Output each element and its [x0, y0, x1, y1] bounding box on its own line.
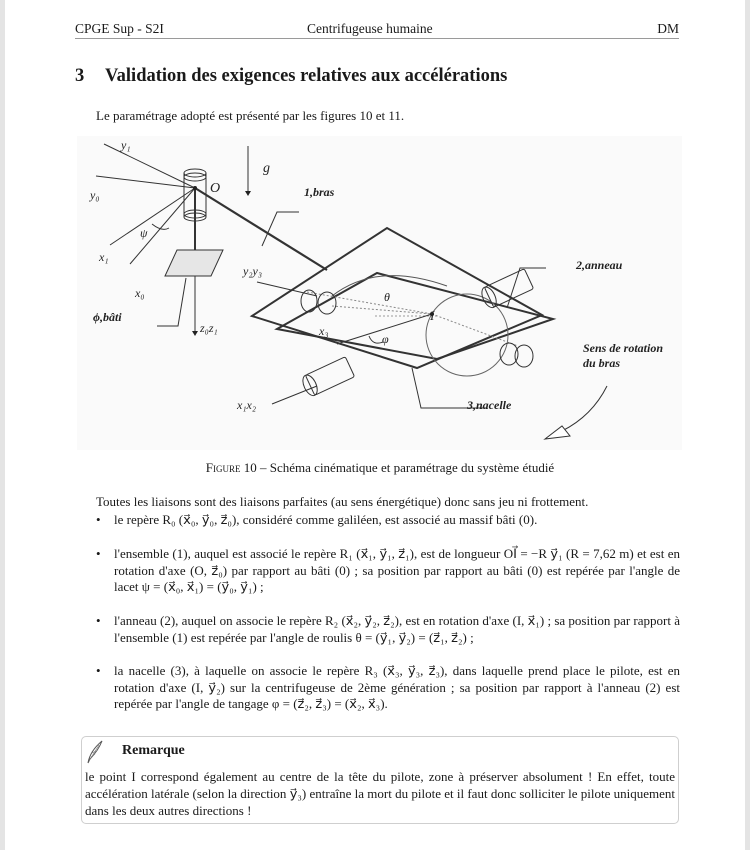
bullet-text-r0: le repère R₀ (x⃗₀, y⃗₀, z⃗₀), considéré comme galiléen, est associé au massif bâti (0).: [114, 512, 538, 527]
list-item: [96, 546, 680, 596]
header-type: DM: [657, 21, 679, 36]
figure-caption: [5, 460, 750, 476]
label-O: O: [210, 181, 221, 196]
diagram-drawing: [77, 136, 682, 450]
remark-text: le point I correspond également au centre de la tête du pilote, zone à préserver absolument ! En effet, toute accélération latérale (selon la direction y⃗₃) entraîne la mort du pilote et il faut donc solliciter le pilote uniquement dans les deux autres directions !: [85, 769, 675, 818]
liaisons-paragraph: Toutes les liaisons sont des liaisons parfaites (au sens énergétique) donc sans jeu ni frottement.: [96, 494, 589, 509]
label-y1: y₁: [121, 138, 131, 152]
bullet-icon: •: [96, 613, 101, 628]
figure-number: Figure 10: [205, 460, 257, 475]
label-z0z1: z₀z₁: [200, 321, 218, 335]
bullet-icon: •: [96, 663, 101, 678]
list-item: [96, 613, 680, 646]
bullet-icon: •: [96, 512, 101, 527]
label-x1x2: x₁x₂: [237, 398, 256, 412]
label-bati: ϕ,bâti: [93, 310, 122, 324]
header-subject: Centrifugeuse humaine: [307, 21, 433, 36]
quill-icon: [84, 739, 106, 769]
label-y0: y₀: [90, 188, 100, 202]
section-number: 3: [75, 66, 85, 86]
list-item: [96, 663, 680, 713]
page-header: [75, 21, 679, 39]
label-x0: x₀: [135, 286, 145, 300]
label-anneau: 2,anneau: [576, 258, 623, 272]
figure-caption-text: – Schéma cinématique et paramétrage du système étudié: [256, 460, 555, 475]
bullet-text-r3: la nacelle (3), à laquelle on associe le repère R₃ (x⃗₃, y⃗₃, z⃗₃), dans laquelle prend place le pilote, est en rotation d'axe (I, y⃗₂) sur la centrifugeuse de 2ème génération ; sa position par rapport à l'anneau (2) est repérée par l'angle de tangage φ = (z⃗₂, z⃗₃) = (x⃗₂, x⃗₃).: [114, 663, 680, 711]
bullet-icon: •: [96, 546, 101, 561]
remark-box: [81, 736, 679, 824]
bullet-text-r1: l'ensemble (1), auquel est associé le repère R₁ (x⃗₁, y⃗₁, z⃗₁), est de longueur OI⃗ = −R y⃗₁ (R = 7,62 m) et est en rotation d'axe (O, z⃗₀) par rapport au bâti (0) ; sa position par rapport au bâti (0) est repérée par l'angle de lacet ψ = (x⃗₀, x⃗₁) = (y⃗₀, y⃗₁) ;: [114, 546, 680, 594]
bullet-text-r2: l'anneau (2), auquel on associe le repère R₂ (x⃗₂, y⃗₂, z⃗₂), est en rotation d'axe (I, x⃗₁) ; sa position par rapport à l'ensemble (1) est repérée par l'angle de roulis θ = (y⃗₁, y⃗₂) = (z⃗₁, z⃗₂) ;: [114, 613, 680, 645]
label-rotation-line2: du bras: [583, 356, 621, 370]
section-title: Validation des exigences relatives aux accélérations: [105, 66, 508, 86]
label-x1: x₁: [99, 250, 109, 264]
kinematic-diagram: [77, 136, 682, 450]
label-x3: x₃: [319, 324, 329, 338]
label-I: I: [430, 308, 435, 323]
label-y2y3: y₂y₃: [243, 264, 262, 278]
label-bras: 1,bras: [304, 185, 335, 199]
label-phi: φ: [382, 332, 389, 346]
remark-title: Remarque: [122, 743, 185, 758]
intro-paragraph: Le paramétrage adopté est présenté par les figures 10 et 11.: [96, 108, 405, 123]
label-psi: ψ: [140, 226, 148, 240]
list-item: [96, 512, 680, 529]
label-nacelle: 3,nacelle: [467, 398, 512, 412]
label-g: g⃗: [263, 161, 281, 176]
label-theta: θ: [384, 290, 390, 304]
label-rotation-line1: Sens de rotation: [583, 341, 664, 355]
header-course: CPGE Sup - S2I: [75, 21, 164, 36]
document-page: [5, 0, 745, 850]
section-heading: [75, 66, 507, 87]
